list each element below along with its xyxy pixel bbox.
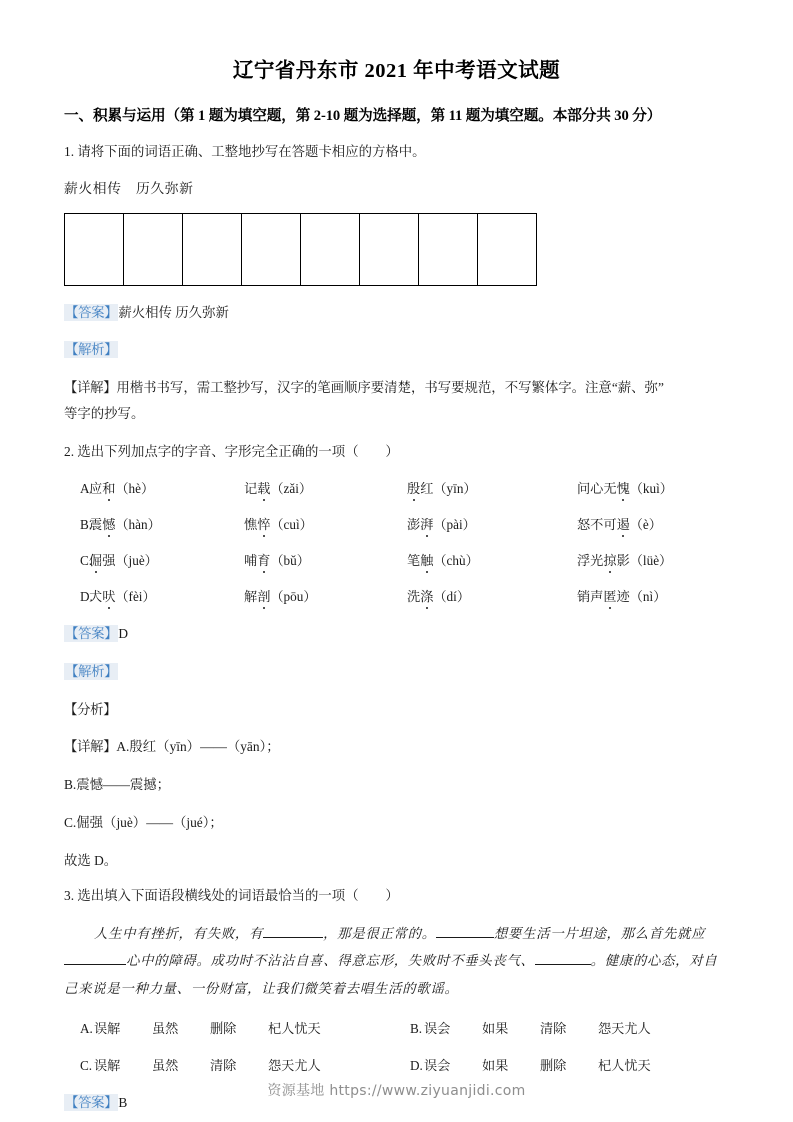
option-label: A. [80, 1021, 93, 1037]
dotted-char: 遏 [617, 514, 630, 535]
breakdown-tag: 【分析】 [64, 701, 117, 717]
passage-part-1a: 人生中有挫折，有失败，有 [94, 925, 264, 941]
question-1-detail-line-1: 用楷书书写，需工整抄写，汉字的笔画顺序要清楚，书写要规范，不写繁体字。注意“薪、弥” [116, 380, 664, 396]
option-word: 误解 [94, 1021, 121, 1037]
option-label: B. [80, 517, 93, 532]
question-3-option-b[interactable] [394, 1018, 724, 1039]
passage-part-1b: ，那是很正常的。 [323, 925, 436, 941]
option-cell: 洗涤（dí） [407, 586, 577, 607]
option-word: 删除 [540, 1058, 567, 1074]
option-cell: 怒不可遏（è） [577, 514, 732, 535]
question-3-option-a[interactable] [64, 1018, 394, 1039]
option-word: 误会 [424, 1058, 451, 1074]
dotted-char: 涤 [420, 586, 433, 607]
option-cell: 销声匿迹（nì） [577, 586, 732, 607]
question-1-answer [64, 302, 729, 324]
question-2-stem: 2. 选出下列加点字的字音、字形完全正确的一项（ ） [64, 444, 399, 460]
option-cell: 震憾（hàn） [89, 514, 244, 535]
passage-part-2a: 心中的障碍。成功时不沾沾自喜、得意忘形，失败时不垂头丧气、 [126, 953, 535, 969]
passage-blank-3[interactable] [64, 964, 126, 965]
dotted-char: 载 [257, 478, 270, 499]
writing-grid-cell[interactable] [478, 213, 537, 285]
writing-grid-cell[interactable] [183, 213, 242, 285]
option-word: 怨天尤人 [598, 1021, 651, 1037]
option-label: C. [80, 553, 93, 569]
option-cell: 澎湃（pài） [407, 514, 577, 535]
dotted-char: 吠 [102, 586, 115, 607]
option-cell: 哺育（bǔ） [244, 550, 407, 571]
detail-tag: 【详解】 [64, 739, 117, 755]
writing-grid-cell[interactable] [124, 213, 183, 285]
analysis-tag: 【解析】 [65, 342, 118, 358]
option-word: 如果 [482, 1021, 509, 1037]
option-word: 杞人忧天 [268, 1021, 321, 1037]
answer-tag: 【答案】 [65, 1095, 118, 1111]
writing-grid-cell[interactable] [301, 213, 360, 285]
question-3-stem: 3. 选出填入下面语段横线处的词语最恰当的一项（ ） [64, 888, 399, 904]
question-2-option-d[interactable] [64, 586, 729, 607]
question-2-analysis [64, 661, 729, 683]
dotted-char: 和 [102, 478, 115, 499]
question-2-detail-c: C.倔强（juè）——（jué）； [64, 814, 223, 830]
option-label: B. [410, 1021, 423, 1037]
dotted-char: 湃 [420, 514, 433, 535]
question-2-option-b[interactable] [64, 514, 729, 535]
option-cell: 犬吠（fèi） [89, 586, 244, 607]
page-title: 辽宁省丹东市 2021 年中考语文试题 [232, 60, 561, 82]
dotted-char: 剖 [257, 586, 270, 607]
option-label: C. [80, 1058, 93, 1074]
question-3-answer-text: B [118, 1095, 128, 1111]
option-word: 虽然 [152, 1021, 179, 1037]
section-header: 一、积累与运用（第 1 题为填空题，第 2-10 题为选择题，第 11 题为填空题。本部分共 30 分） [64, 107, 662, 124]
writing-grid-cell[interactable] [65, 213, 124, 285]
question-2-detail-b: B.震憾——震撼； [64, 777, 171, 793]
footer-watermark: 资源基地 https://www.ziyuanjidi.com [267, 1083, 526, 1099]
option-label: D. [80, 589, 93, 605]
question-2-answer [64, 623, 729, 645]
answer-tag: 【答案】 [65, 626, 118, 642]
dotted-char: 憾 [102, 514, 115, 535]
option-label: A. [80, 480, 93, 496]
option-cell: 笔触（chù） [407, 550, 577, 571]
dotted-char: 育 [257, 550, 270, 571]
question-1-stem: 1. 请将下面的词语正确、工整地抄写在答题卡相应的方格中。 [64, 144, 426, 160]
passage-blank-1[interactable] [263, 937, 323, 938]
option-word: 删除 [210, 1021, 237, 1037]
writing-grid-cell[interactable] [242, 213, 301, 285]
option-cell: 浮光掠影（lüè） [577, 550, 732, 571]
option-cell: 问心无愧（kuì） [577, 478, 732, 499]
writing-grid[interactable] [64, 213, 537, 286]
question-3-passage [64, 920, 729, 1002]
question-1-detail [64, 375, 729, 427]
question-2-option-a[interactable] [64, 478, 729, 499]
question-2-option-c[interactable] [64, 550, 729, 571]
detail-text-a: A.殷红（yīn）——（yān）； [116, 739, 280, 755]
analysis-tag: 【解析】 [65, 664, 118, 680]
question-1-detail-line-2: 等字的抄写。 [64, 406, 145, 422]
writing-grid-wrapper [64, 213, 729, 286]
option-cell: 倔强（juè） [89, 550, 244, 571]
question-3-options-row-1 [64, 1018, 729, 1039]
passage-part-3: 己来说是一种力量、一份财富，让我们微笑着去唱生活的歌谣。 [64, 980, 459, 996]
dotted-char: 殷 [407, 478, 420, 499]
option-word: 杞人忧天 [598, 1058, 651, 1074]
question-3-option-c[interactable] [64, 1055, 394, 1076]
option-label: D. [410, 1058, 423, 1074]
option-cell: 憔悴（cuì） [244, 514, 407, 535]
question-2-answer-text: D [118, 626, 129, 642]
question-2-conclusion: 故选 D。 [64, 852, 118, 868]
option-word: 怨天尤人 [268, 1058, 321, 1074]
option-cell: 殷红（yīn） [407, 478, 577, 499]
passage-part-2b: 。健康的心态，对自 [590, 953, 718, 969]
option-word: 误会 [424, 1021, 451, 1037]
passage-blank-2[interactable] [436, 937, 494, 938]
question-2-breakdown [64, 699, 729, 721]
dotted-char: 倔 [89, 550, 102, 571]
question-1-analysis [64, 339, 729, 361]
writing-grid-cell[interactable] [419, 213, 478, 285]
question-2-detail-a [64, 736, 729, 758]
option-cell: 解剖（pōu） [244, 586, 407, 607]
question-3-option-d[interactable] [394, 1055, 724, 1076]
dotted-char: 匿 [603, 586, 616, 607]
passage-part-1c: 想要生活一片坦途，那么首先就应 [493, 925, 706, 941]
option-cell: 记载（zǎi） [244, 478, 407, 499]
writing-grid-row [65, 213, 537, 285]
dotted-char: 掠 [603, 550, 616, 571]
option-word: 清除 [210, 1058, 237, 1074]
dotted-char: 悴 [257, 514, 270, 535]
writing-grid-cell[interactable] [360, 213, 419, 285]
question-3-options-row-2 [64, 1055, 729, 1076]
option-cell: 应和（hè） [89, 478, 244, 499]
answer-tag: 【答案】 [65, 304, 118, 320]
question-1-phrase: 薪火相传 历久弥新 [64, 180, 194, 196]
dotted-char: 愧 [617, 478, 630, 499]
option-word: 虽然 [152, 1058, 179, 1074]
detail-tag: 【详解】 [64, 380, 117, 396]
passage-blank-4[interactable] [535, 964, 591, 965]
option-word: 误解 [94, 1058, 121, 1074]
question-1-answer-text: 薪火相传 历久弥新 [118, 304, 229, 320]
option-word: 清除 [540, 1021, 567, 1037]
dotted-char: 触 [420, 550, 433, 571]
option-word: 如果 [482, 1058, 509, 1074]
